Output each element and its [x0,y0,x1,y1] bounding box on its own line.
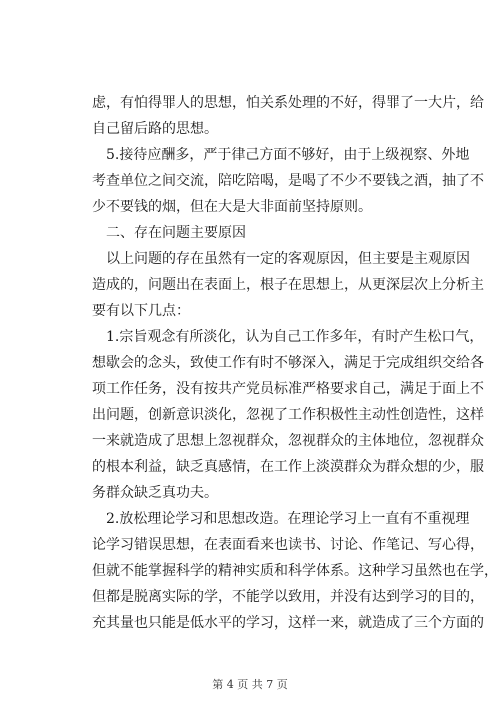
text-line-14: 一来就造成了思想上忽视群众，忽视群众的主体地位，忽视群众 [92,433,484,449]
text-line-8: 造成的，问题出在表面上，根子在思想上，从更深层次上分析主 [92,277,484,293]
text-line-4: 考查单位之间交流，陪吃陪喝，是喝了不少不要钱之酒，抽了不 [92,173,484,189]
text-line-2: 自己留后路的思想。 [92,121,218,137]
text-line-13: 出问题，创新意识淡化，忽视了工作积极性主动性创造性，这样 [92,407,484,423]
text-line-17: 2.放松理论学习和思想改造。在理论学习上一直有不重视理 [106,511,470,527]
text-line-12: 项工作任务，没有按共产党员标准严格要求自己，满足于面上不 [92,381,484,397]
text-line-10: 1.宗旨观念有所淡化，认为自己工作多年，有时产生松口气， [106,329,484,345]
text-line-20: 但都是脱离实际的学，不能学以致用，并没有达到学习的目的， [92,589,484,605]
text-line-9: 要有以下几点： [92,303,190,319]
text-line-5: 少不要钱的烟，但在大是大非面前坚持原则。 [92,199,372,215]
text-line-7: 以上问题的存在虽然有一定的客观原因，但主要是主观原因 [106,251,470,267]
body-text [92,90,498,636]
text-line-15: 的根本利益，缺乏真感情，在工作上淡漠群众为群众想的少，服 [92,459,484,475]
section-heading: 二、存在问题主要原因 [106,225,246,241]
page-footer: 第 4 页 共 7 页 [212,678,288,691]
text-line-21: 充其量也只能是低水平的学习，这样一来，就造成了三个方面的 [92,615,484,631]
text-line-18: 论学习错误思想，在表面看来也读书、讨论、作笔记、写心得， [92,537,484,553]
text-line-11: 想歇会的念头，致使工作有时不够深入，满足于完成组织交给各 [92,355,484,371]
text-line-3: 5.接待应酬多，严于律己方面不够好，由于上级视察、外地 [106,147,470,163]
text-line-16: 务群众缺乏真功夫。 [92,485,218,501]
text-line-1: 虑，有怕得罪人的思想，怕关系处理的不好，得罪了一大片，给 [92,95,484,111]
text-line-19: 但就不能掌握科学的精神实质和科学体系。这种学习虽然也在学， [92,563,498,579]
